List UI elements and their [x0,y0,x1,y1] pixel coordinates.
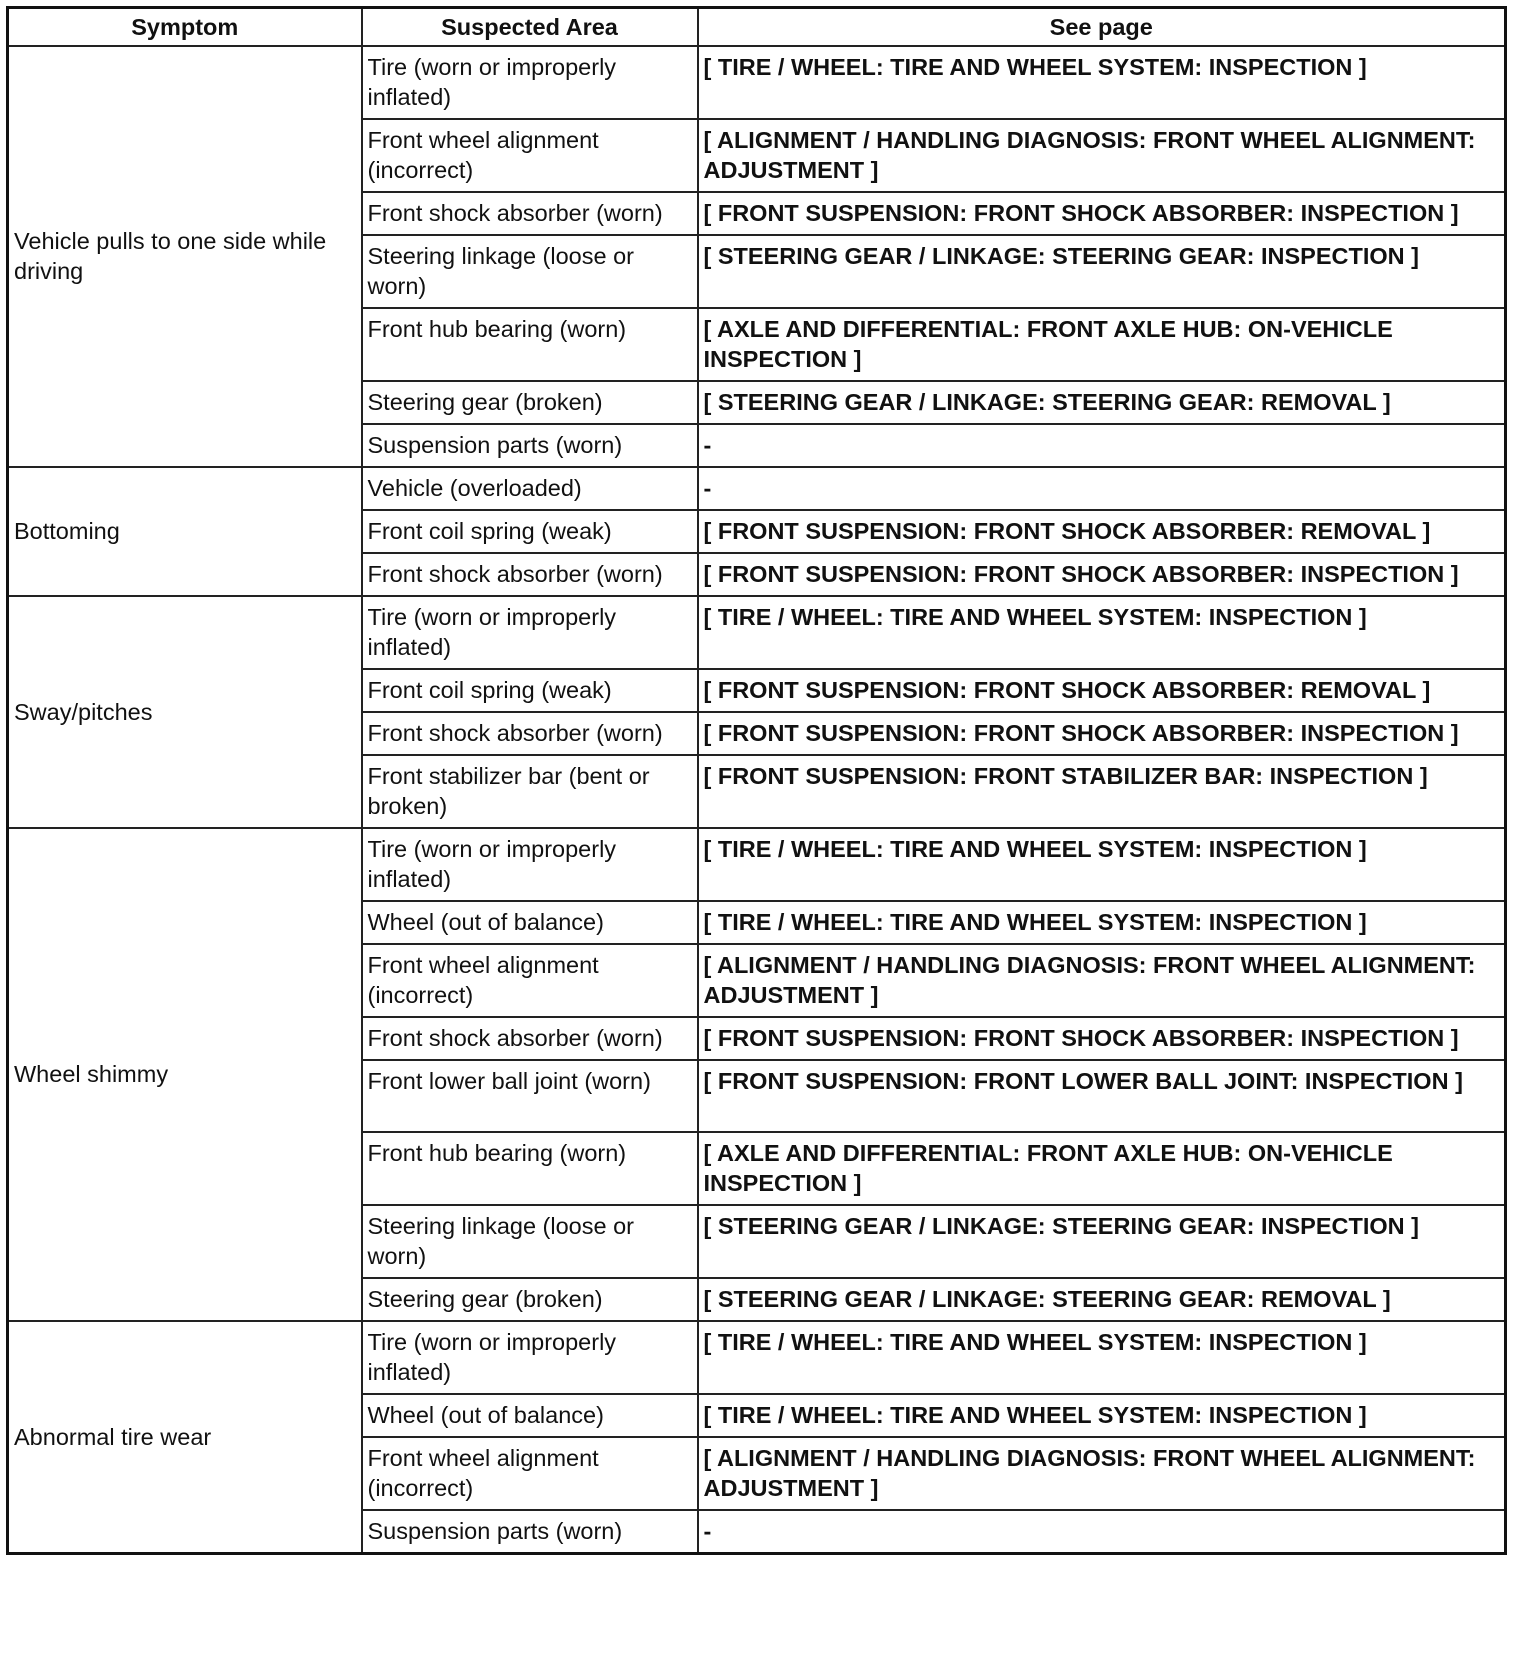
see-page-reference-cell: [ AXLE AND DIFFERENTIAL: FRONT AXLE HUB: ON-VEHICLE INSPECTION ] [698,308,1506,381]
suspected-area-cell: Steering linkage (loose or worn) [362,1205,698,1278]
suspected-area-cell: Wheel (out of balance) [362,1394,698,1437]
suspected-area-cell: Front shock absorber (worn) [362,192,698,235]
see-page-reference-cell: [ ALIGNMENT / HANDLING DIAGNOSIS: FRONT WHEEL ALIGNMENT: ADJUSTMENT ] [698,944,1506,1017]
see-page-reference-cell: [ FRONT SUSPENSION: FRONT SHOCK ABSORBER: INSPECTION ] [698,712,1506,755]
header-see-page: See page [698,8,1506,47]
suspected-area-cell: Tire (worn or improperly inflated) [362,1321,698,1394]
see-page-reference-cell: [ STEERING GEAR / LINKAGE: STEERING GEAR: REMOVAL ] [698,381,1506,424]
suspected-area-cell: Front wheel alignment (incorrect) [362,119,698,192]
diagnosis-table-container [6,6,1507,1555]
see-page-reference-cell: - [698,467,1506,510]
suspected-area-cell: Wheel (out of balance) [362,901,698,944]
see-page-reference-cell: [ ALIGNMENT / HANDLING DIAGNOSIS: FRONT WHEEL ALIGNMENT: ADJUSTMENT ] [698,119,1506,192]
see-page-reference-cell: [ TIRE / WHEEL: TIRE AND WHEEL SYSTEM: INSPECTION ] [698,1394,1506,1437]
suspected-area-cell: Tire (worn or improperly inflated) [362,828,698,901]
see-page-reference-cell: [ TIRE / WHEEL: TIRE AND WHEEL SYSTEM: INSPECTION ] [698,828,1506,901]
suspected-area-cell: Front hub bearing (worn) [362,1132,698,1205]
suspected-area-cell: Front hub bearing (worn) [362,308,698,381]
suspected-area-cell: Steering gear (broken) [362,1278,698,1321]
table-body [8,46,1506,1554]
header-suspected-area: Suspected Area [362,8,698,47]
see-page-reference-cell: - [698,1510,1506,1554]
symptom-diagnosis-table [6,6,1507,1555]
suspected-area-cell: Front shock absorber (worn) [362,553,698,596]
symptom-cell: Sway/pitches [8,596,362,828]
suspected-area-cell: Tire (worn or improperly inflated) [362,46,698,119]
see-page-reference-cell: [ FRONT SUSPENSION: FRONT STABILIZER BAR: INSPECTION ] [698,755,1506,828]
see-page-reference-cell: [ FRONT SUSPENSION: FRONT SHOCK ABSORBER: INSPECTION ] [698,192,1506,235]
see-page-reference-cell: [ FRONT SUSPENSION: FRONT SHOCK ABSORBER: REMOVAL ] [698,669,1506,712]
table-row [8,596,1506,669]
suspected-area-cell: Front coil spring (weak) [362,669,698,712]
table-row [8,1321,1506,1394]
suspected-area-cell: Steering linkage (loose or worn) [362,235,698,308]
table-row [8,467,1506,510]
suspected-area-cell: Suspension parts (worn) [362,424,698,467]
see-page-reference-cell: [ TIRE / WHEEL: TIRE AND WHEEL SYSTEM: INSPECTION ] [698,1321,1506,1394]
suspected-area-cell: Suspension parts (worn) [362,1510,698,1554]
see-page-reference-cell: [ TIRE / WHEEL: TIRE AND WHEEL SYSTEM: INSPECTION ] [698,596,1506,669]
symptom-cell: Abnormal tire wear [8,1321,362,1554]
suspected-area-cell: Front wheel alignment (incorrect) [362,1437,698,1510]
header-symptom: Symptom [8,8,362,47]
table-header-row [8,8,1506,47]
suspected-area-cell: Tire (worn or improperly inflated) [362,596,698,669]
see-page-reference-cell: [ ALIGNMENT / HANDLING DIAGNOSIS: FRONT WHEEL ALIGNMENT: ADJUSTMENT ] [698,1437,1506,1510]
see-page-reference-cell: [ STEERING GEAR / LINKAGE: STEERING GEAR: INSPECTION ] [698,1205,1506,1278]
see-page-reference-cell: [ FRONT SUSPENSION: FRONT LOWER BALL JOINT: INSPECTION ] [698,1060,1506,1132]
table-row [8,828,1506,901]
see-page-reference-cell: [ TIRE / WHEEL: TIRE AND WHEEL SYSTEM: INSPECTION ] [698,46,1506,119]
see-page-reference-cell: [ TIRE / WHEEL: TIRE AND WHEEL SYSTEM: INSPECTION ] [698,901,1506,944]
suspected-area-cell: Steering gear (broken) [362,381,698,424]
suspected-area-cell: Vehicle (overloaded) [362,467,698,510]
suspected-area-cell: Front coil spring (weak) [362,510,698,553]
see-page-reference-cell: - [698,424,1506,467]
suspected-area-cell: Front shock absorber (worn) [362,1017,698,1060]
suspected-area-cell: Front wheel alignment (incorrect) [362,944,698,1017]
symptom-cell: Wheel shimmy [8,828,362,1321]
see-page-reference-cell: [ STEERING GEAR / LINKAGE: STEERING GEAR: REMOVAL ] [698,1278,1506,1321]
see-page-reference-cell: [ FRONT SUSPENSION: FRONT SHOCK ABSORBER: INSPECTION ] [698,1017,1506,1060]
see-page-reference-cell: [ FRONT SUSPENSION: FRONT SHOCK ABSORBER: REMOVAL ] [698,510,1506,553]
see-page-reference-cell: [ FRONT SUSPENSION: FRONT SHOCK ABSORBER: INSPECTION ] [698,553,1506,596]
see-page-reference-cell: [ AXLE AND DIFFERENTIAL: FRONT AXLE HUB: ON-VEHICLE INSPECTION ] [698,1132,1506,1205]
see-page-reference-cell: [ STEERING GEAR / LINKAGE: STEERING GEAR: INSPECTION ] [698,235,1506,308]
symptom-cell: Vehicle pulls to one side while driving [8,46,362,467]
suspected-area-cell: Front shock absorber (worn) [362,712,698,755]
symptom-cell: Bottoming [8,467,362,596]
suspected-area-cell: Front lower ball joint (worn) [362,1060,698,1132]
suspected-area-cell: Front stabilizer bar (bent or broken) [362,755,698,828]
table-row [8,46,1506,119]
